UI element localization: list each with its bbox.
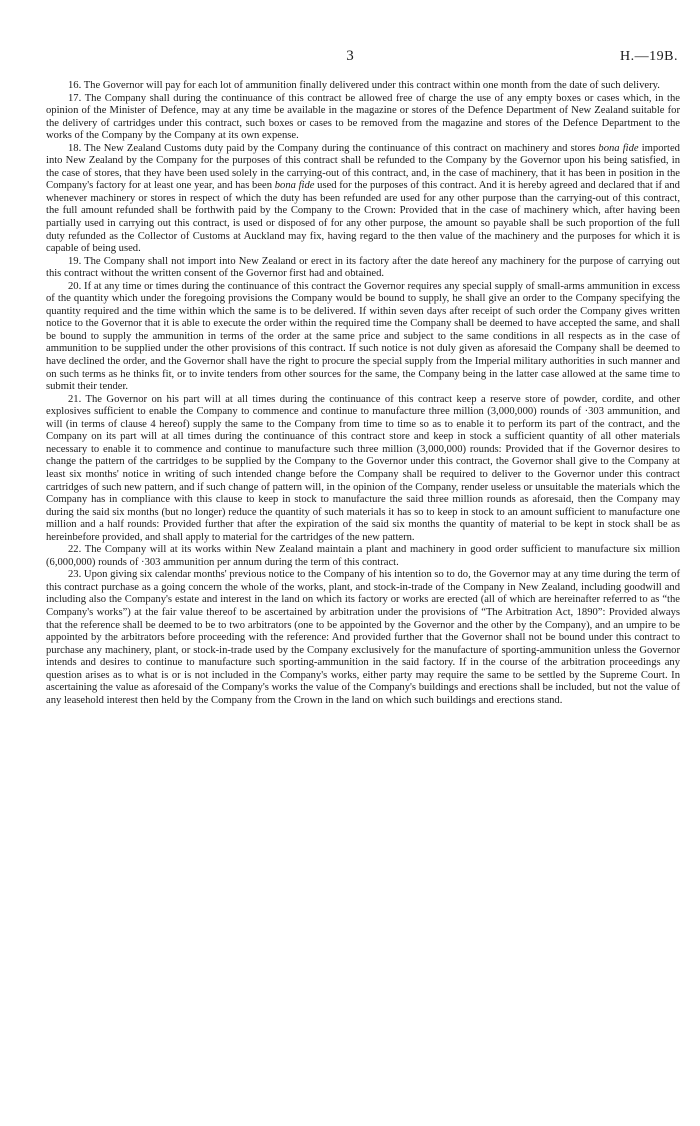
clause-19: 19. The Company shall not import into New Zealand or erect in its factory after the date hereof any machinery for the purpose of carrying out this contract without the written consent of the Governor first had and obtained. <box>46 255 680 280</box>
clause-18: 18. The New Zealand Customs duty paid by the Company during the continuance of this contract on machinery and stores bona fide imported into New Zealand by the Company for the purposes of this contract shall be refunded to the Company by the Governor upon his being satisfied, in the case of stores, that they have been used solely in the carrying-out of this contract, and, in the case of machinery, that it has been in position in the Company's factory for at least one year, and has been bona fide used for the purposes of this contract. And it is hereby agreed and declared that if and whenever machinery or stores in respect of which the duty has been refunded are used for any other purpose than the carrying-out of this contract, the full amount refunded shall be forthwith paid by the Company to the Crown: Provided that in the case of machinery which, after having been partially used in carrying out this contract, is used or disposed of for any other purpose, the amount so payable shall be such proportion of the full duty refunded as the Collector of Customs at Auckland may fix, having regard to the then value of the machinery and the purposes for which it is capable of being used. <box>46 142 680 255</box>
clause-21: 21. The Governor on his part will at all times during the continuance of this contract keep a reserve store of powder, cordite, and other explosives sufficient to enable the Company to commence and continue to manufacture three million (3,000,000) rounds of ·303 ammunition, and will (in terms of clause 4 hereof) supply the same to the Company from time to time so as to enable it to perform its part of the contract, and the Company on its part will at all times during the continuance of this contract store and keep in stock a sufficient quantity of all other materials necessary to enable it to commence and continue to manufacture such three million (3,000,000) rounds: Provided that if the Governor desires to change the pattern of the cartridges to be supplied by the Company to the Governor under this contract, the Governor shall give to the Company at least six months' notice in writing of such intended change before the Company shall be required to deliver to the Governor under this contract cartridges of such new pattern, and if such change of pattern will, in the opinion of the Company, render useless or unsuitable the materials which the Company has in compliance with this clause to keep in stock to manufacture the said three million rounds as aforesaid, then the Company may during the said six months (but no longer) reduce the quantity of such materials it has so to keep in stock to an amount sufficient to manufacture one million and a half rounds: Provided further that after the expiration of the said six months the quantity of material to be kept in stock shall be as hereinbefore provided, and shall apply to material for the cartridges of the new pattern. <box>46 393 680 543</box>
clause-16: 16. The Governor will pay for each lot of ammunition finally delivered under this contract within one month from the date of such delivery. <box>68 80 660 91</box>
clause-23: 23. Upon giving six calendar months' previous notice to the Company of his intention so to do, the Governor may at any time during the term of this contract purchase as a going concern the whole of the works, plant, and stock-in-trade of the Company in New Zealand, including goodwill and including also the Company's estate and interest in the land on which its factory or works are erected (all of which are hereinafter referred to as “the Company's works”) at the fair value thereof to be ascertained by arbitration under the provisions of “The Arbitration Act, 1890”: Provided always that the reference shall be deemed to be to two arbitrators (one to be appointed by the Governor and the other by the Company), and an umpire to be appointed by the arbitrators before proceeding with the reference: And provided further that the Governor shall not be bound under this contract to purchase any machinery, plant, or stock-in-trade used by the Company exclusively for the manufacture of sporting-ammunition unless the Governor intends and desires to continue to manufacture such sporting-ammunition in the said factory. If in the course of the arbitration proceedings any question arises as to what is or is not included in the Company's works, either party may require the same to be settled by the Supreme Court. In ascertaining the value as aforesaid of the Company's works the value of the Company's buildings and erections shall be included, but not the value of any leasehold interest then held by the Company from the Crown in the land on which such buildings and erections stand. <box>46 569 680 706</box>
clause-20: 20. If at any time or times during the continuance of this contract the Governor requires any special supply of small-arms ammunition in excess of the quantity which under the foregoing provisions the Company would be bound to supply, he shall give an order to the Company specifying the quantity required and the time within which the same is to be delivered. If within seven days after receipt of such order the Company gives written notice to the Governor that it is able to execute the order within the required time the Company shall be deemed to have accepted the same, and shall be bound to supply the ammunition in terms of the order at the same price and subject to the same conditions in all respects as in the case of ammunition to be supplied under the other provisions of this contract. If such notice is not duly given as aforesaid the Company shall be deemed to have declined the order, and the Governor shall have the right to procure the special supply from the Imperial military authorities in such manner and on such terms as he thinks fit, or to invite tenders from other sources for the same, the Company being in the latter case allowed at the same time to submit their tender. <box>46 280 680 393</box>
clause-17: 17. The Company shall during the continuance of this contract be allowed free of charge the use of any empty boxes or cases which, in the opinion of the Minister of Defence, may at any time be available in the magazine or stores of the Defence Department of New Zealand suitable for the delivery of cartridges under this contract, such boxes or cases to be removed from the magazine and stores of the Defence Department to the works of the Company by the Company at its own expense. <box>46 92 680 142</box>
latin-phrase: bona fide <box>598 142 639 154</box>
latin-phrase: bona fide <box>274 180 315 192</box>
page-number: 3 <box>346 48 354 64</box>
clause-22: 22. The Company will at its works within New Zealand maintain a plant and machinery in good order sufficient to manufacture six million (6,000,000) rounds of ·303 ammunition per annum during the term of this contract. <box>46 544 680 568</box>
contract-body <box>46 80 680 707</box>
document-reference: H.—19B. <box>620 49 678 64</box>
